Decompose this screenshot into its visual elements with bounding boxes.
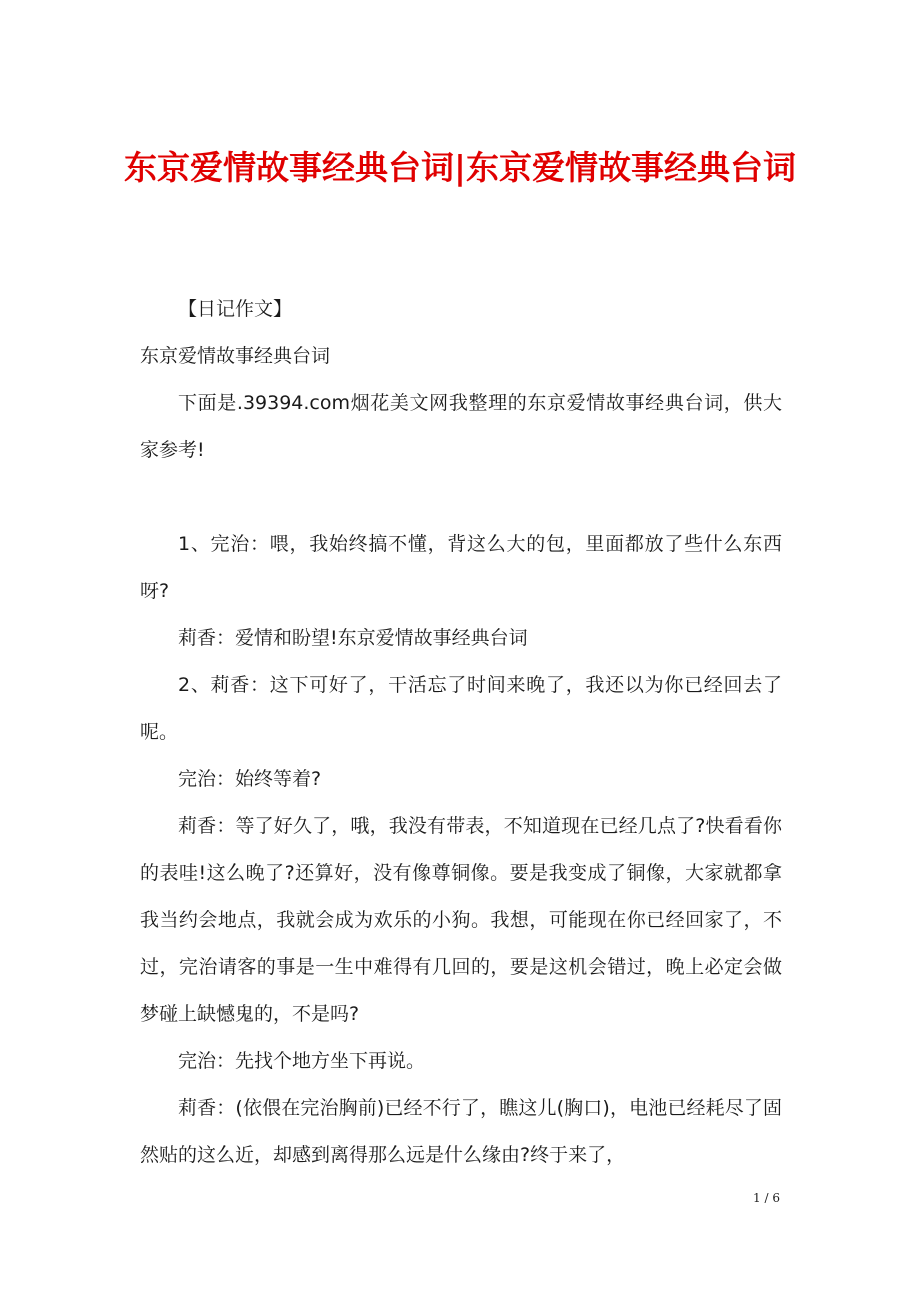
dialogue-paragraph: 莉香：等了好久了，哦，我没有带表，不知道现在已经几点了?快看看你的表哇!这么晚了?还算好，没有像尊铜像。要是我变成了铜像，大家就都拿我当约会地点，我就会成为欢乐的小狗。我想，可能现在你已经回家了，不过，完治请客的事是一生中难得有几回的，要是这机会错过，晚上必定会做梦碰上缺憾鬼的，不是吗? [140,815,782,1025]
page-number: 1 / 6 [753,1191,780,1205]
dialogue-paragraph: 完治：先找个地方坐下再说。 [178,1050,426,1072]
blank-line [140,474,782,521]
document-subtitle: 东京爱情故事经典台词 [140,345,331,367]
dialogue-paragraph: 2、莉香：这下可好了，干活忘了时间来晚了，我还以为你已经回去了呢。 [140,674,782,743]
dialogue-paragraph: 完治：始终等着? [178,768,322,790]
intro-paragraph: 下面是.39394.com烟花美文网我整理的东京爱情故事经典台词，供大家参考! [140,392,782,461]
dialogue-paragraph: 1、完治：喂，我始终搞不懂，背这么大的包，里面都放了些什么东西呀? [140,533,782,602]
document-title: 东京爱情故事经典台词|东京爱情故事经典台词 [123,148,796,187]
dialogue-paragraph: 莉香：爱情和盼望!东京爱情故事经典台词 [178,627,528,649]
dialogue-paragraph: 莉香：(依偎在完治胸前)已经不行了，瞧这儿(胸口)，电池已经耗尽了固然贴的这么近，却感到离得那么远是什么缘由?终于来了， [140,1097,782,1166]
document-body [140,286,782,1179]
category-label: 【日记作文】 [178,298,293,320]
